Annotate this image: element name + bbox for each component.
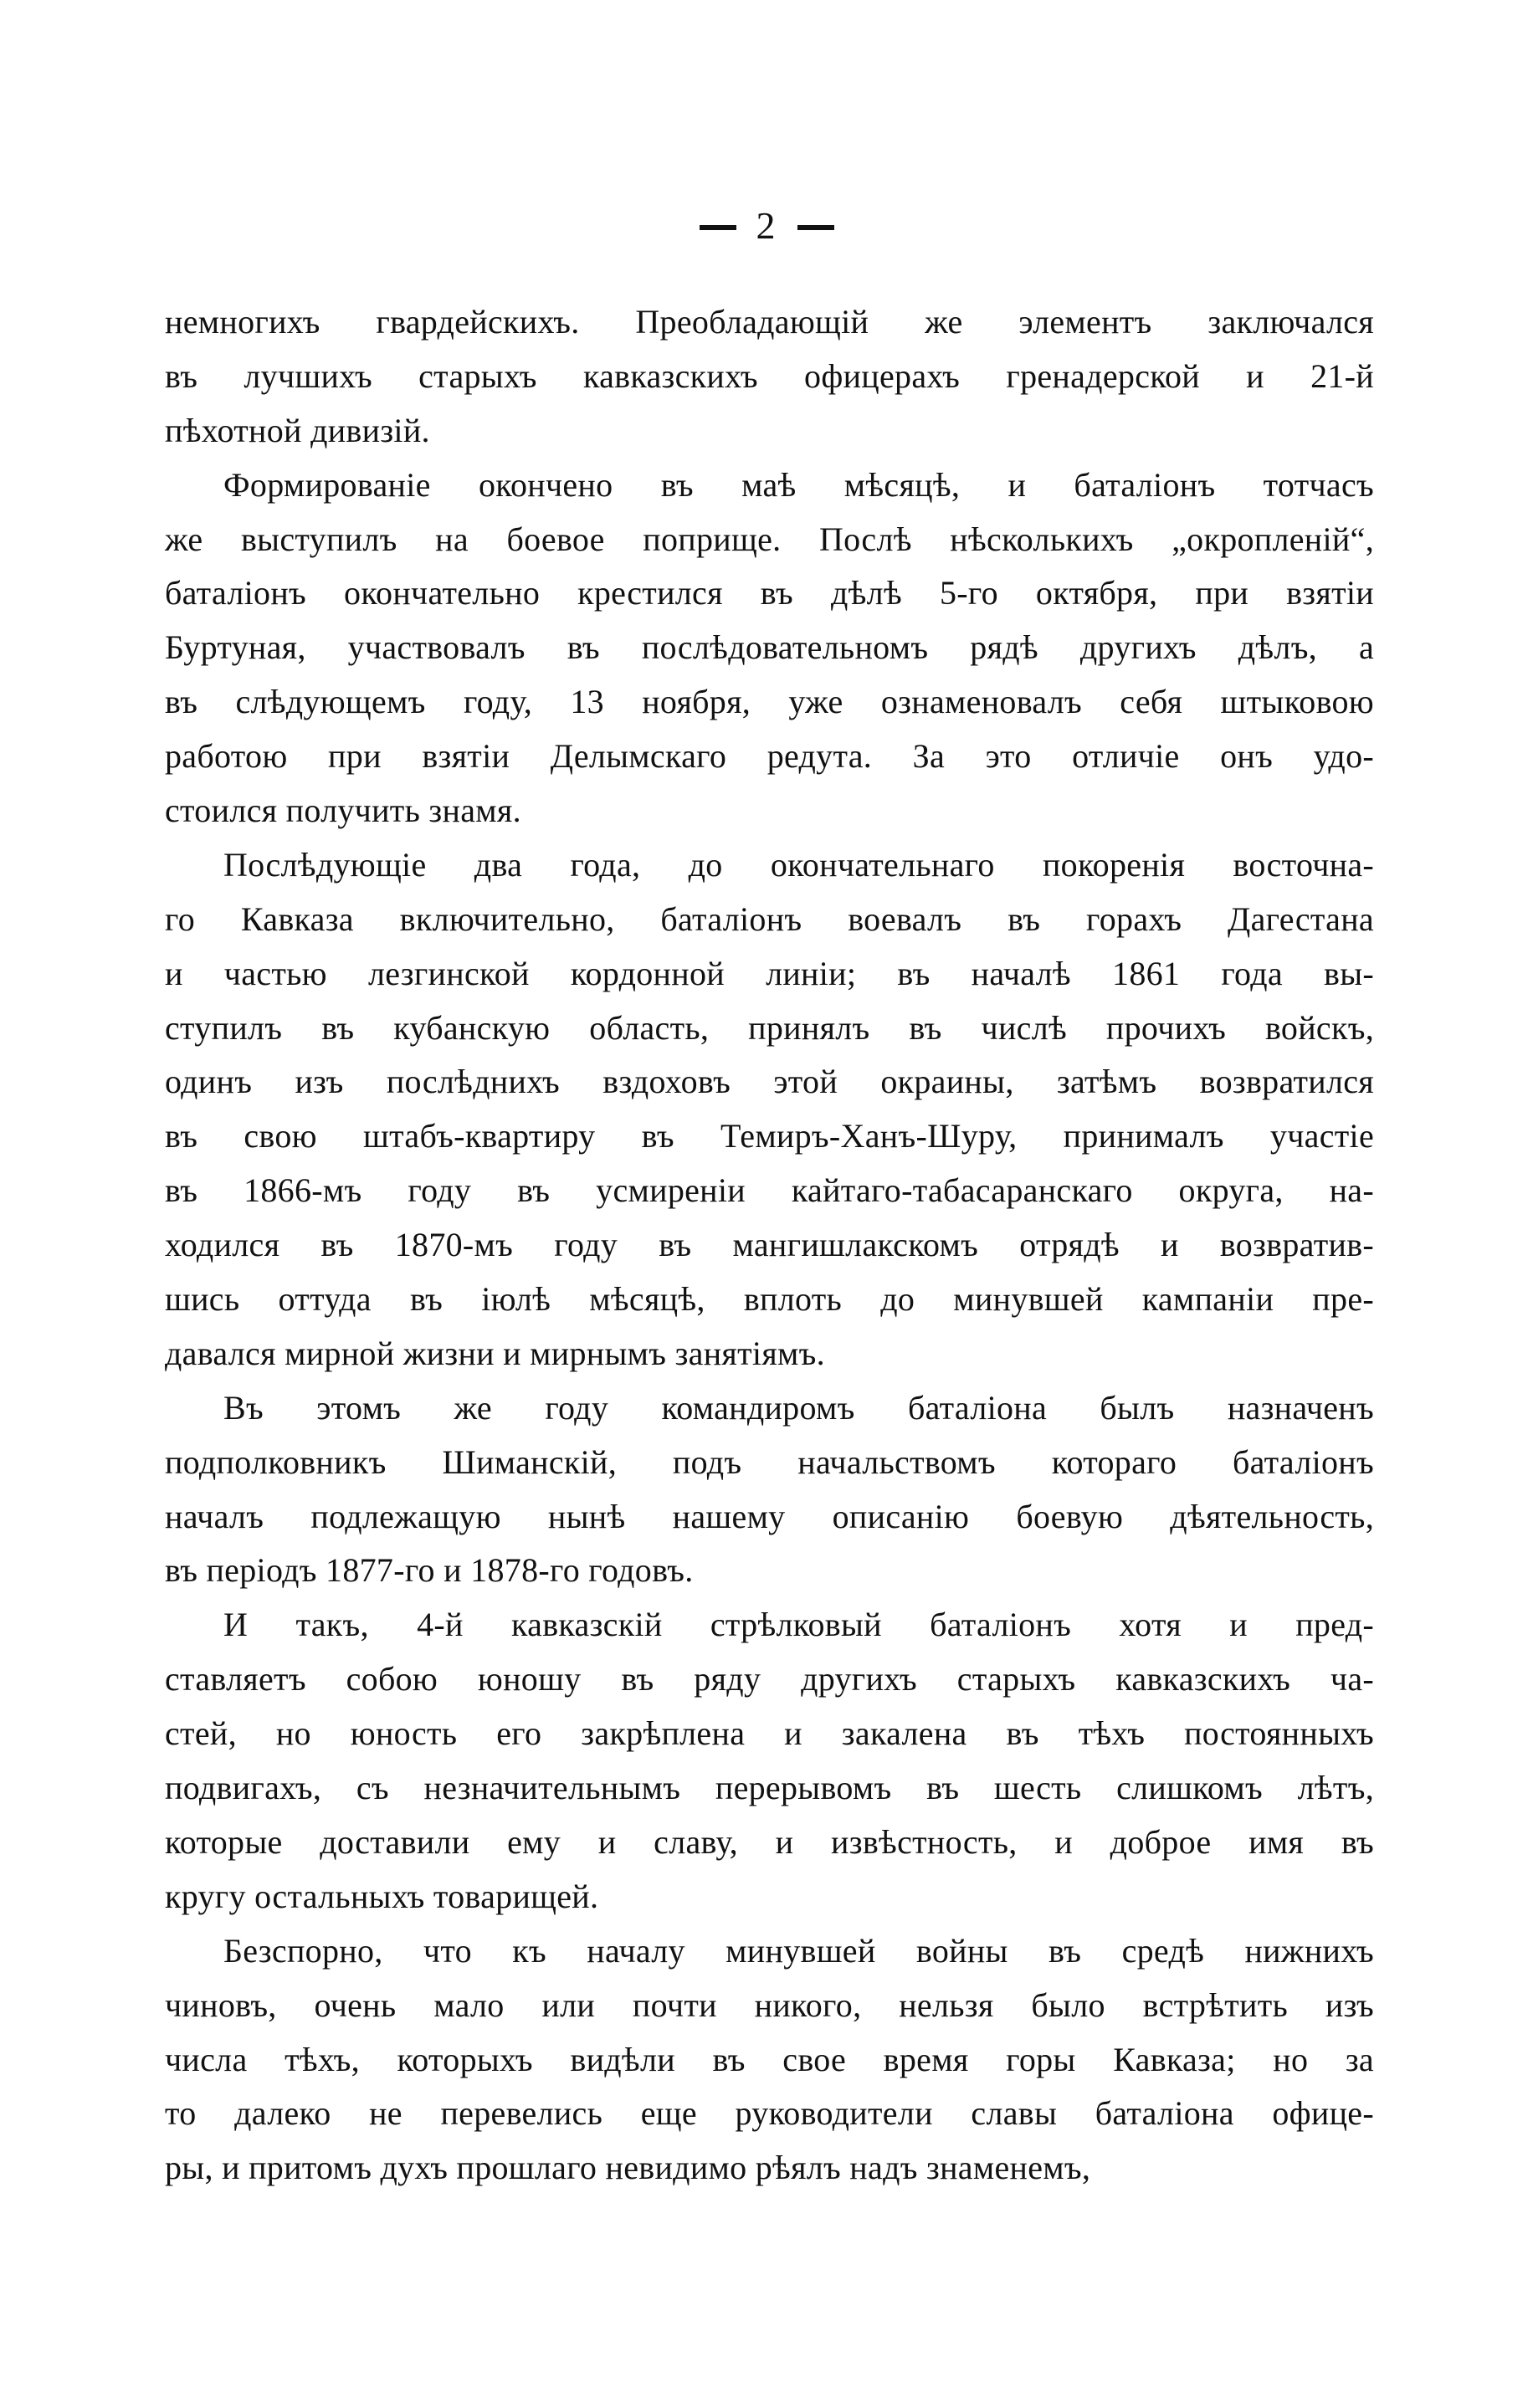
text-line: въ слѣдующемъ году, 13 ноября, уже ознаменовалъ себя штыковою <box>165 683 1374 721</box>
text-line: Послѣдующіе два года, до окончательнаго покоренія восточна- <box>223 845 1374 884</box>
paragraph <box>165 1924 1374 2195</box>
text-line: же выступилъ на боевое поприще. Послѣ нѣсколькихъ „окропленій“, <box>165 520 1374 558</box>
text-line: ходился въ 1870-мъ году въ мангишлакскомъ отрядѣ и возвратив- <box>165 1226 1374 1264</box>
text-line: ступилъ въ кубанскую область, принялъ въ числѣ прочихъ войскъ, <box>165 1008 1374 1047</box>
text-line: пѣхотной дивизій. <box>165 411 430 449</box>
paragraph <box>165 295 1374 459</box>
page-number-dash-right <box>797 225 834 230</box>
text-line: въ 1866-мъ году въ усмиреніи кайтаго-табасаранскаго округа, на- <box>165 1171 1374 1210</box>
text-line: давался мирной жизни и мирнымъ занятіямъ. <box>165 1334 825 1372</box>
text-line: шись оттуда въ іюлѣ мѣсяцѣ, вплоть до минувшей кампаніи пре- <box>165 1280 1374 1319</box>
text-line: кругу остальныхъ товарищей. <box>165 1877 599 1915</box>
text-line: которые доставили ему и славу, и извѣстность, и доброе имя въ <box>165 1822 1374 1861</box>
text-line: стоился получить знамя. <box>165 792 521 830</box>
text-line: немногихъ гвардейскихъ. Преобладающій же элементъ заключался <box>165 303 1374 341</box>
text-line: подвигахъ, съ незначительнымъ перерывомъ въ шесть слишкомъ лѣтъ, <box>165 1769 1374 1807</box>
text-line: въ лучшихъ старыхъ кавказскихъ офицерахъ гренадерской и 21-й <box>165 356 1374 395</box>
text-line: въ свою штабъ-квартиру въ Темиръ-Ханъ-Шуру, принималъ участіе <box>165 1117 1374 1155</box>
page-number-text: 2 <box>756 204 777 247</box>
text-line: и частью лезгинской кордонной линіи; въ началѣ 1861 года вы- <box>165 954 1374 992</box>
text-line: Въ этомъ же году командиромъ баталіона былъ назначенъ <box>223 1388 1374 1427</box>
text-line: одинъ изъ послѣднихъ вздоховъ этой окраины, затѣмъ возвратился <box>165 1063 1374 1101</box>
paragraph <box>165 1598 1374 1924</box>
text-line: И такъ, 4-й кавказскій стрѣлковый баталіонъ хотя и пред- <box>223 1606 1374 1644</box>
page-number <box>0 201 1533 251</box>
text-line: началъ подлежащую нынѣ нашему описанію боевую дѣятельность, <box>165 1497 1374 1535</box>
text-line: Безспорно, что къ началу минувшей войны въ средѣ нижнихъ <box>223 1931 1374 1970</box>
body-text <box>165 295 1374 2195</box>
text-line: баталіонъ окончательно крестился въ дѣлѣ 5-го октября, при взятіи <box>165 574 1374 612</box>
text-line: въ періодъ 1877-го и 1878-го годовъ. <box>165 1551 694 1590</box>
paragraph <box>165 459 1374 838</box>
text-line: подполковникъ Шиманскій, подъ начальствомъ котораго баталіонъ <box>165 1442 1374 1481</box>
text-line: ставляетъ собою юношу въ ряду другихъ старыхъ кавказскихъ ча- <box>165 1660 1374 1698</box>
text-line: го Кавказа включительно, баталіонъ воевалъ въ горахъ Дагестана <box>165 899 1374 938</box>
text-line: стей, но юность его закрѣплена и закалена въ тѣхъ постоянныхъ <box>165 1714 1374 1753</box>
page-number-dash-left <box>700 225 736 230</box>
text-line: работою при взятіи Делымскаго редута. За это отличіе онъ удо- <box>165 737 1374 776</box>
text-line: ры, и притомъ духъ прошлаго невидимо рѣялъ надъ знаменемъ, <box>165 2149 1091 2187</box>
text-line: Формированіе окончено въ маѣ мѣсяцѣ, и баталіонъ тотчасъ <box>223 465 1374 504</box>
text-line: чиновъ, очень мало или почти никого, нельзя было встрѣтить изъ <box>165 1985 1374 2024</box>
paragraph <box>165 1381 1374 1599</box>
text-line: то далеко не перевелись еще руководители славы баталіона офице- <box>165 2094 1374 2133</box>
text-line: Буртуная, участвовалъ въ послѣдовательномъ рядѣ другихъ дѣлъ, а <box>165 628 1374 667</box>
paragraph <box>165 838 1374 1381</box>
text-line: числа тѣхъ, которыхъ видѣли въ свое время горы Кавказа; но за <box>165 2040 1374 2078</box>
